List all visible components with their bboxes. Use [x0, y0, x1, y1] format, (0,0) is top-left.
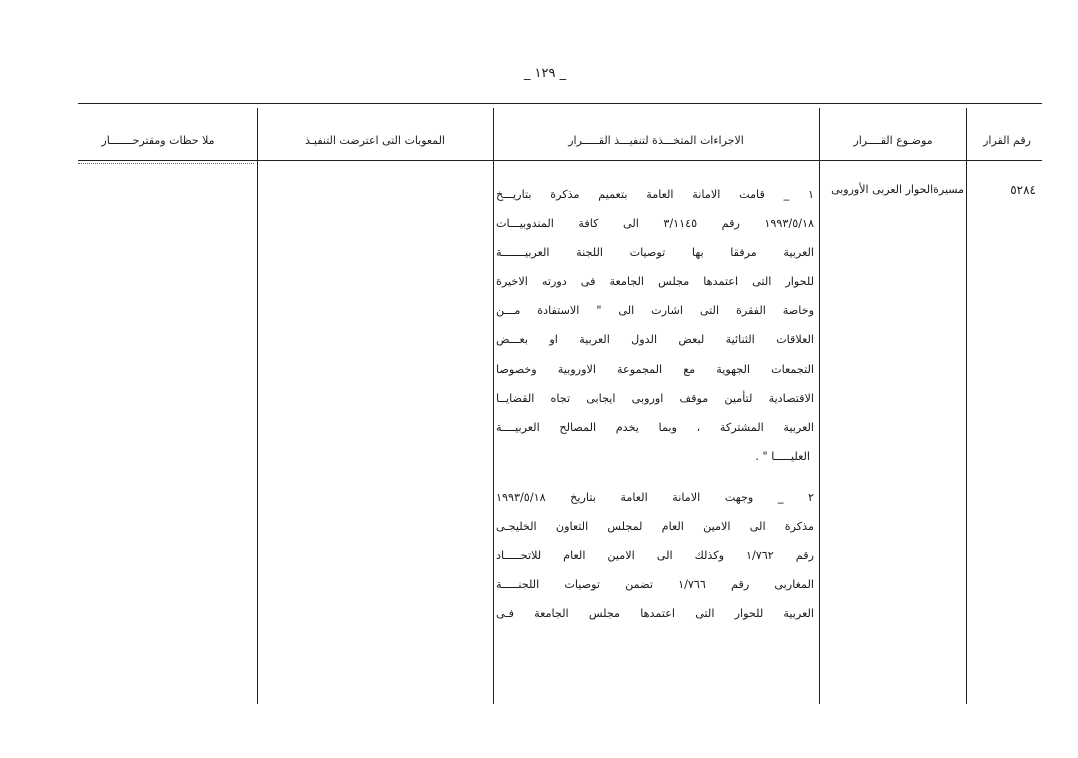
action-line: العربية مرفقا بها توصيات اللجنة العربيـــــــة [496, 246, 814, 260]
action-line: مذكرة الى الامين العام لمجلس التعاون الخليجـى [496, 520, 814, 534]
action-line: العربية المشتركة ، وبما يخدم المصالح العربيــــة [496, 420, 814, 434]
column-divider-obstacles [257, 108, 258, 704]
column-divider-number [966, 108, 967, 704]
column-divider-subject [819, 108, 820, 704]
header-bottom-rule [78, 160, 1042, 161]
header-decision-subject: موضـوع القــــرار [853, 134, 933, 147]
decision-subject-cell: مسيرةالحوار العربى الأوروبى [831, 183, 964, 196]
header-actions-taken: الاجراءات المتخـــذة لتنفيـــذ القـــــرار [568, 134, 744, 147]
action-line: ١٩٩٣/٥/١٨ رقم ٣/١١٤٥ الى كافة المندوبيـــات [496, 217, 814, 231]
page-number: _ ١٢٩ _ [523, 66, 567, 81]
header-dotted-rule [78, 163, 254, 164]
header-decision-number: رقم القرار [983, 134, 1031, 147]
action-line: المغاربى رقم ١/٧٦٦ تضمن توصيات اللجنـــــة [496, 578, 814, 592]
action-line: رقم ١/٧٦٢ وكذلك الى الامين العام للاتحـــــاد [496, 549, 814, 563]
header-obstacles: المعوبات التى اعترضت التنفيـذ [305, 134, 445, 147]
action-line: ١ _ قامت الامانة العامة بتعميم مذكرة بتاريـــخ [496, 188, 814, 201]
column-divider-actions [493, 108, 494, 704]
header-notes: ملا حظات ومقترحـــــــار [101, 134, 215, 147]
decision-number-cell: ٥٢٨٤ [1010, 183, 1036, 197]
action-line: للحوار التى اعتمدها مجلس الجامعة فى دورته الاخيرة [496, 275, 814, 289]
action-line: الاقتصادية لتأمين موقف اوروبى ايجابى تجاه القضايــا [496, 391, 814, 405]
actions-taken-cell [496, 180, 814, 628]
action-line: ٢ _ وجهت الامانة العامة بتاريخ ١٩٩٣/٥/١٨ [496, 490, 814, 504]
action-line: العلاقات الثنائية لبعض الدول العربية او بعـــض [496, 333, 814, 347]
action-line: العليـــــا " . [755, 449, 810, 463]
action-line: وخاصة الفقرة التى اشارت الى " الاستفادة مـــن [496, 304, 814, 318]
table-top-rule [78, 103, 1042, 104]
action-line: العربية للحوار التى اعتمدها مجلس الجامعة فـى [496, 607, 814, 621]
action-line: التجمعات الجهوية مع المجموعة الاوروبية وخصوصا [496, 362, 814, 376]
